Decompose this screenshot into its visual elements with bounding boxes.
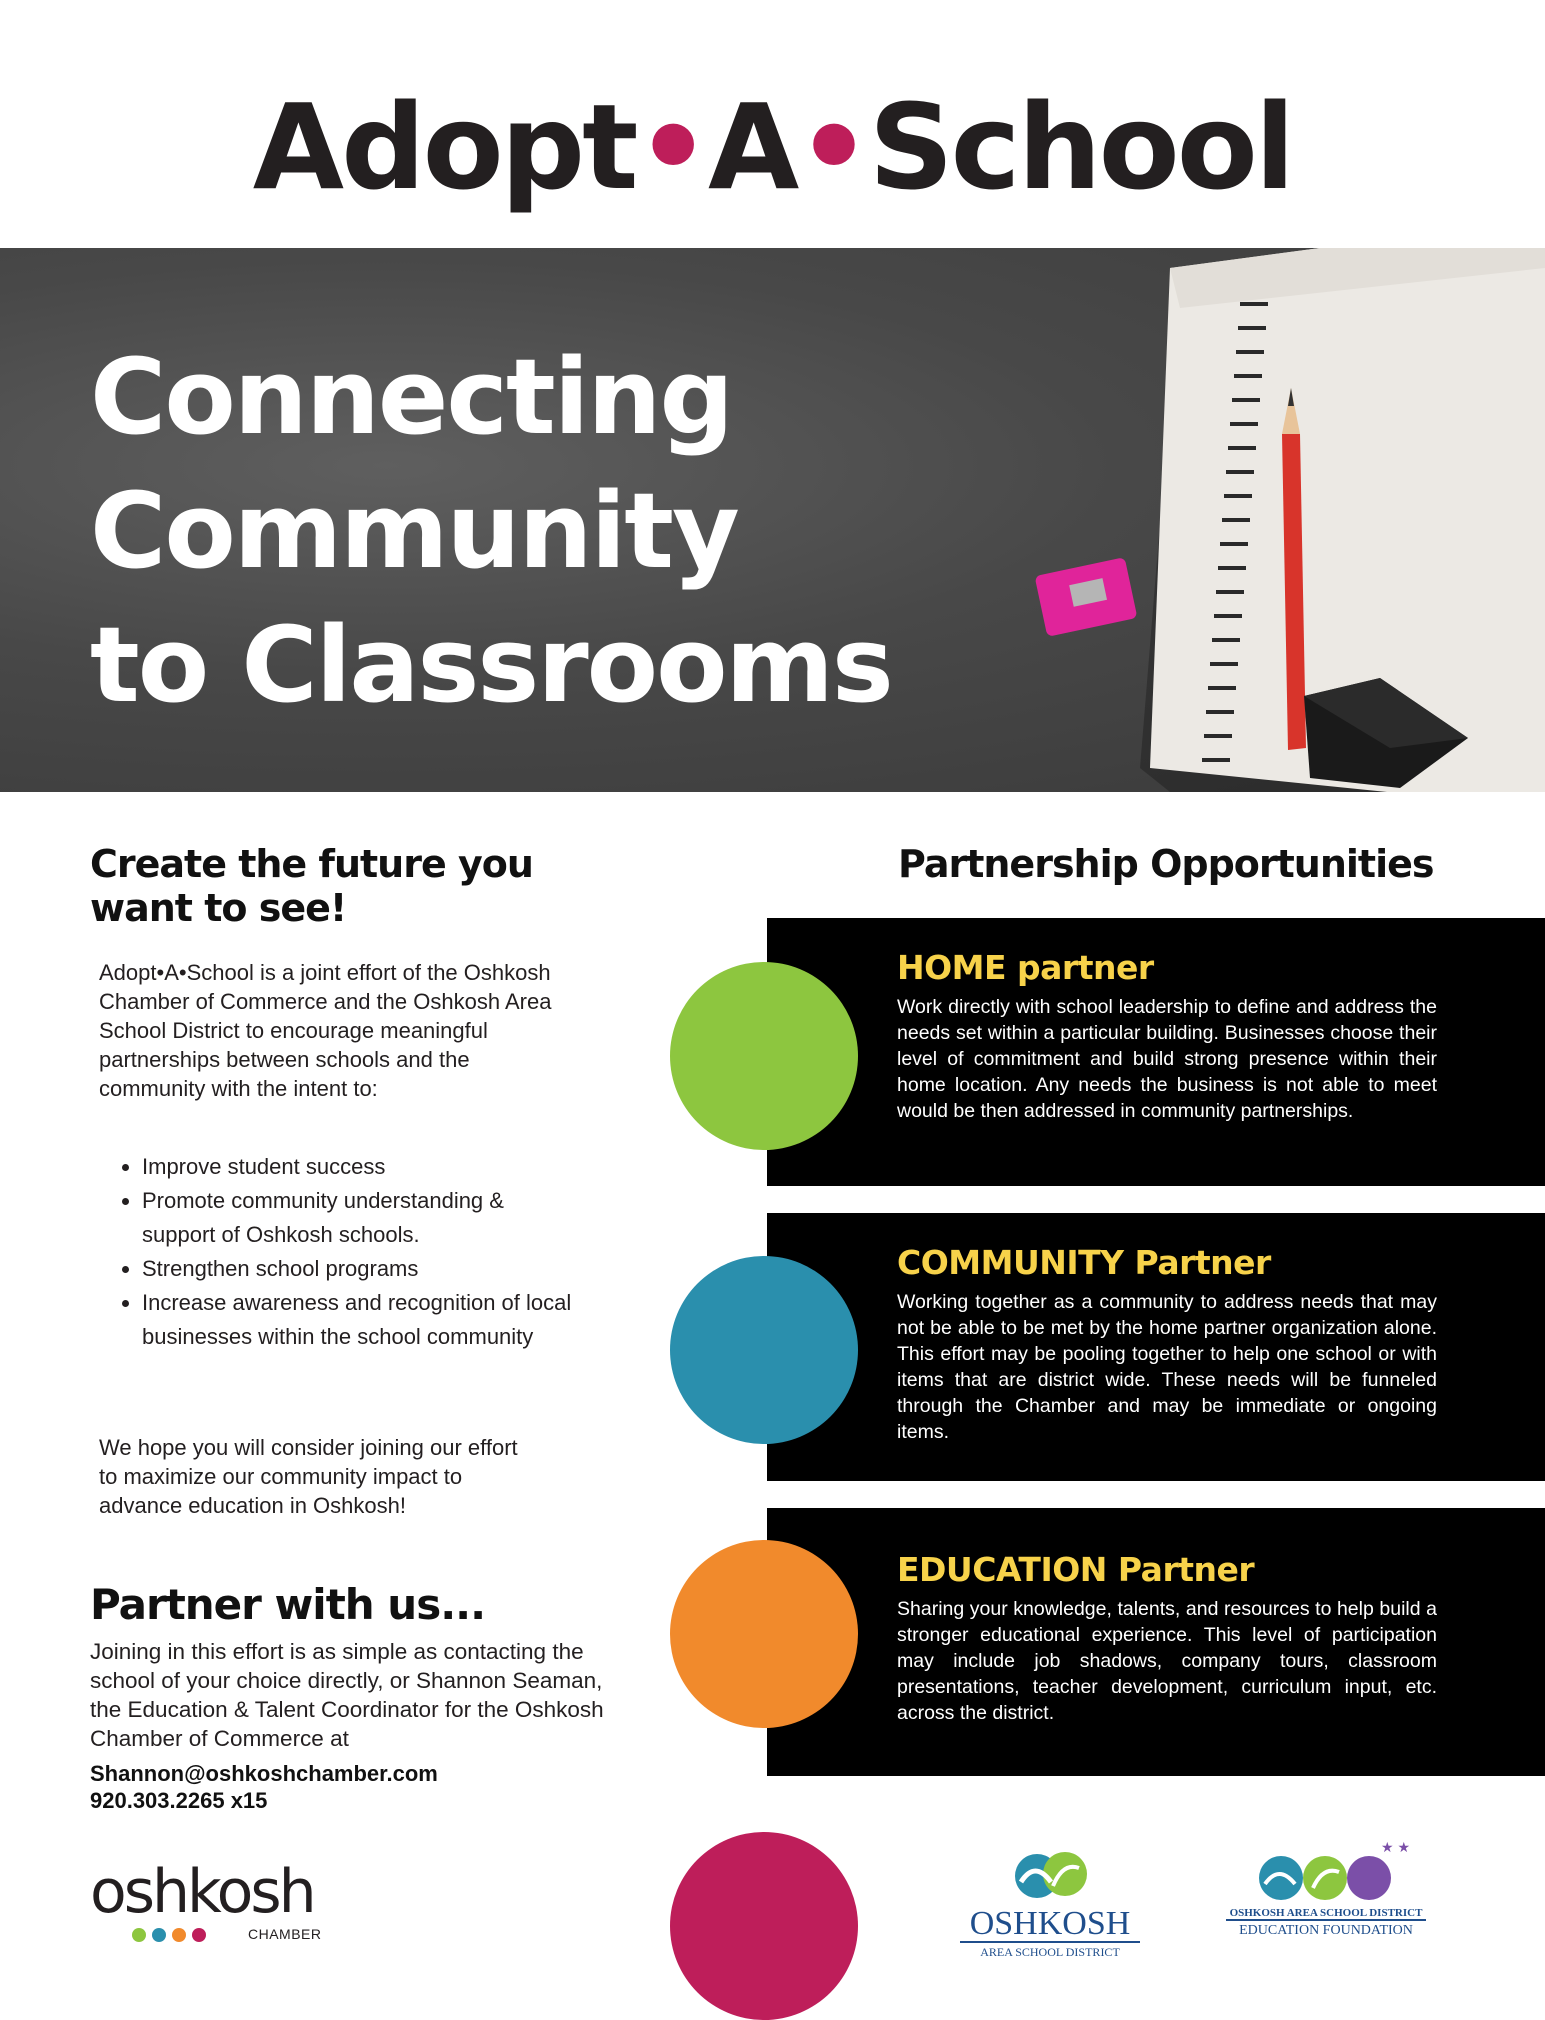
create-future-heading: Create the future you want to see! bbox=[90, 842, 533, 930]
dot-icon bbox=[172, 1928, 186, 1942]
list-item: • Improve student success bbox=[142, 1150, 582, 1184]
chamber-dots bbox=[132, 1928, 212, 1947]
education-circle bbox=[670, 1540, 858, 1728]
partner-paragraph: Joining in this effort is as simple as contacting the school of your choice directly, or Shannon Seaman, the Education & Talent Coordinator for the Oshkosh Chamber of Commerce at bbox=[90, 1639, 604, 1751]
intro-paragraph: Adopt•A•School is a joint effort of the Oshkosh Chamber of Commerce and the Oshkosh Area School District to encourage meaningful partnerships between schools and the community with the intent to: bbox=[99, 960, 552, 1101]
phone-number: 920.303.2265 x15 bbox=[90, 1788, 268, 1813]
sharpener-illustration bbox=[1035, 557, 1138, 637]
home-circle bbox=[670, 962, 858, 1150]
partner-heading: Partner with us... bbox=[90, 1580, 486, 1629]
card-title: HOME partner bbox=[897, 948, 1154, 987]
dot-icon bbox=[152, 1928, 166, 1942]
chamber-wordmark: oshkosh bbox=[90, 1857, 314, 1927]
chamber-subtitle: CHAMBER bbox=[248, 1926, 322, 1942]
card-title: COMMUNITY Partner bbox=[897, 1243, 1271, 1282]
email-link[interactable]: Shannon@oshkoshchamber.com bbox=[90, 1761, 438, 1786]
contact-info bbox=[90, 1760, 438, 1814]
opportunities-heading: Partnership Opportunities bbox=[898, 842, 1434, 886]
dot-icon bbox=[192, 1928, 206, 1942]
foundation-line-1: OSHKOSH AREA SCHOOL DISTRICT bbox=[1229, 1907, 1423, 1919]
education-foundation-logo bbox=[1226, 1838, 1426, 1939]
education-partner-card bbox=[767, 1508, 1545, 1776]
closing-paragraph: We hope you will consider joining our effort to maximize our community impact to advance education in Oshkosh! bbox=[99, 1435, 518, 1518]
community-partner-card bbox=[767, 1213, 1545, 1481]
home-partner-card bbox=[767, 918, 1545, 1186]
hero-line-3: to Classrooms bbox=[90, 604, 892, 726]
card-body: Sharing your knowledge, talents, and resources to help build a stronger educational experience. This level of participation may include job shadows, company tours, classroom presentations, teacher development, curriculum input, etc. across the district. bbox=[897, 1598, 1437, 1724]
decorative-circle bbox=[670, 1832, 858, 2020]
school-district-logo bbox=[960, 1846, 1140, 1960]
wave-leaf-icon bbox=[1005, 1846, 1095, 1902]
district-name: OSHKOSH bbox=[969, 1905, 1131, 1942]
list-item: • Increase awareness and recognition of local businesses within the school community bbox=[142, 1286, 582, 1354]
foundation-circles-icon bbox=[1241, 1838, 1411, 1902]
hero-line-2: Community bbox=[90, 470, 738, 592]
hero-heading bbox=[90, 330, 892, 732]
svg-text:★ ★: ★ ★ bbox=[1381, 1839, 1410, 1855]
foundation-line-2: EDUCATION FOUNDATION bbox=[1226, 1919, 1426, 1939]
district-subtitle: AREA SCHOOL DISTRICT bbox=[960, 1941, 1140, 1960]
page-title: Adopt•A•School bbox=[252, 78, 1293, 216]
list-item: • Strengthen school programs bbox=[142, 1252, 582, 1286]
community-circle bbox=[670, 1256, 858, 1444]
hero-banner bbox=[0, 248, 1545, 792]
card-title: EDUCATION Partner bbox=[897, 1550, 1255, 1589]
list-item: • Promote community understanding & support of Oshkosh schools. bbox=[142, 1184, 582, 1252]
card-body: Work directly with school leadership to define and address the needs set within a particular building. Businesses choose their level of commitment and build strong presence within their home location. Any needs the business is not able to meet would be then addressed in community partnerships. bbox=[897, 996, 1437, 1122]
oshkosh-chamber-logo bbox=[90, 1857, 322, 1942]
dot-icon bbox=[132, 1928, 146, 1942]
hero-line-1: Connecting bbox=[90, 336, 732, 458]
intent-list bbox=[110, 1150, 582, 1354]
card-body: Working together as a community to address needs that may not be able to be met by the home partner organization alone. This effort may be pooling together to help one school or with items that are district wide. These needs will be funneled through the Chamber and may be immediate or ongoing items. bbox=[897, 1291, 1437, 1443]
